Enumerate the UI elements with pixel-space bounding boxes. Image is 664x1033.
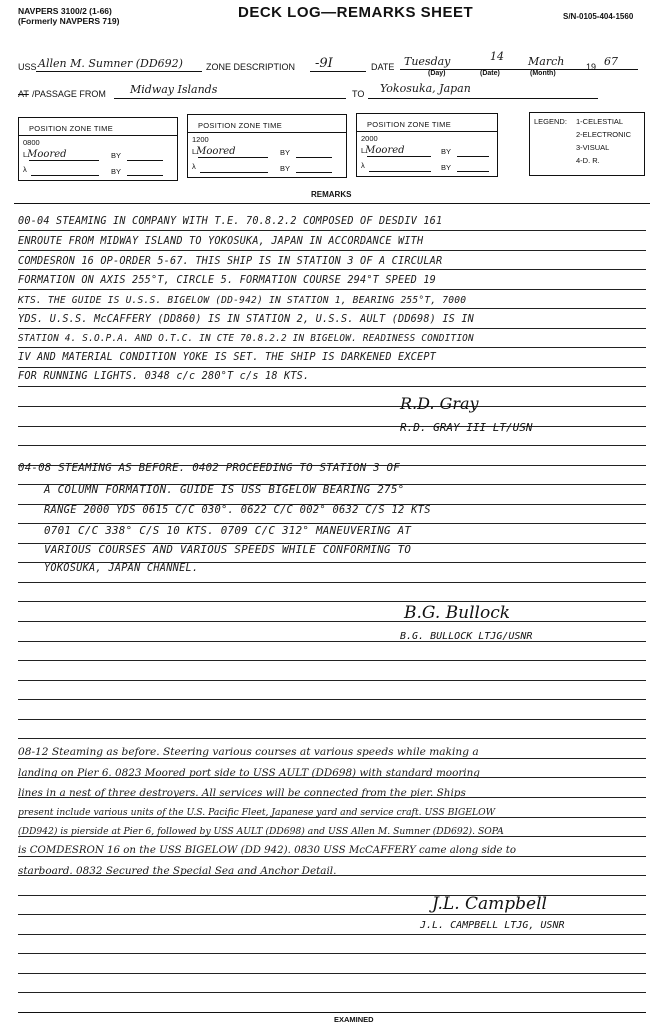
remarks-heading: REMARKS bbox=[311, 190, 352, 199]
position-box-header: POSITION ZONE TIME bbox=[367, 120, 452, 129]
by-label: BY bbox=[441, 147, 452, 156]
position-box-header: POSITION ZONE TIME bbox=[198, 121, 283, 130]
longitude-label: λ bbox=[192, 162, 196, 171]
zone-description-label: ZONE DESCRIPTION bbox=[206, 62, 296, 72]
uss-label: USS bbox=[18, 62, 37, 72]
entry-line: landing on Pier 6. 0823 Moored port side to USS AULT (DD698) with standard mooring bbox=[18, 767, 480, 779]
signature-campbell: J.L. Campbell bbox=[432, 894, 547, 914]
by-label-2: BY bbox=[441, 163, 452, 172]
longitude-label: λ bbox=[361, 161, 365, 170]
ruled-line bbox=[18, 426, 646, 427]
by-label: BY bbox=[280, 148, 291, 157]
ruled-line bbox=[18, 347, 646, 348]
by-label-2: BY bbox=[111, 167, 122, 176]
ship-name: Allen M. Sumner (DD692) bbox=[38, 57, 183, 70]
ruled-line bbox=[18, 582, 646, 583]
position-time: 0800 bbox=[23, 138, 40, 147]
entry-line: 00-04 STEAMING IN COMPANY WITH T.E. 70.8.2.2 COMPOSED OF DESDIV 161 bbox=[18, 216, 443, 227]
entry-line: starboard. 0832 Secured the Special Sea and Anchor Detail. bbox=[18, 865, 337, 877]
signature-bullock-printed: B.G. BULLOCK LTJG/USNR bbox=[400, 631, 533, 642]
ruled-line bbox=[18, 328, 646, 329]
month-caption: (Month) bbox=[530, 70, 556, 77]
entry-line: ENROUTE FROM MIDWAY ISLAND TO YOKOSUKA, JAPAN IN ACCORDANCE WITH bbox=[18, 236, 424, 247]
ruled-line bbox=[18, 856, 646, 857]
entry-line: VARIOUS COURSES AND VARIOUS SPEEDS WHILE CONFORMING TO bbox=[44, 543, 412, 556]
position-time: 2000 bbox=[361, 134, 378, 143]
entry-line: FORMATION ON AXIS 255°T, CIRCLE 5. FORMATION COURSE 294°T SPEED 19 bbox=[18, 275, 437, 286]
entry-line: FOR RUNNING LIGHTS. 0348 c/c 280°T c/s 18 KTS. bbox=[18, 371, 310, 382]
signature-bullock: B.G. Bullock bbox=[404, 603, 511, 623]
latitude-label: L bbox=[361, 146, 366, 155]
position-box-1200 bbox=[187, 114, 347, 178]
page-title: DECK LOG—REMARKS SHEET bbox=[238, 4, 474, 21]
ruled-line bbox=[18, 719, 646, 720]
entry-line: YDS. U.S.S. McCAFFERY (DD860) IS IN STATION 2, U.S.S. AULT (DD698) IS IN bbox=[18, 314, 475, 325]
bottom-rule bbox=[18, 1012, 646, 1013]
ruled-line bbox=[18, 601, 646, 602]
legend-item-dead-reckoning: 4-D. R. bbox=[576, 156, 600, 165]
at-label: AT bbox=[18, 89, 29, 99]
ruled-line bbox=[18, 621, 646, 622]
to-value: Yokosuka, Japan bbox=[380, 82, 471, 95]
entry-line: KTS. THE GUIDE IS U.S.S. BIGELOW (DD-942) IN STATION 1, BEARING 255°T, 7000 bbox=[18, 295, 467, 306]
entry-line: (DD942) is pierside at Pier 6, followed by USS AULT (DD698) and USS Allen M. Sumner (DD692). SOPA bbox=[18, 826, 504, 837]
legend-label: LEGEND: bbox=[534, 117, 567, 126]
form-number bbox=[18, 6, 119, 26]
signature-campbell-printed: J.L. CAMPBELL LTJG, USNR bbox=[420, 920, 565, 931]
passage-from-value: Midway Islands bbox=[130, 83, 218, 96]
entry-line: 0701 C/C 338° C/S 10 KTS. 0709 C/C 312° MANEUVERING AT bbox=[44, 524, 412, 537]
latitude-label: L bbox=[192, 147, 197, 156]
ruled-line bbox=[18, 250, 646, 251]
ruled-line bbox=[18, 230, 646, 231]
ruled-line bbox=[18, 289, 646, 290]
date-label: DATE bbox=[371, 62, 395, 72]
entry-line: A COLUMN FORMATION. GUIDE IS USS BIGELOW BEARING 275° bbox=[44, 483, 405, 496]
signature-gray: R.D. Gray bbox=[400, 394, 479, 413]
longitude-label: λ bbox=[23, 165, 27, 174]
by-label: BY bbox=[111, 151, 122, 160]
date-value: 14 bbox=[490, 50, 504, 63]
ruled-line bbox=[18, 680, 646, 681]
ruled-line bbox=[18, 895, 646, 896]
year-value: 67 bbox=[604, 55, 618, 68]
legend-item-celestial: 1-CELESTIAL bbox=[576, 117, 624, 126]
entry-line: lines in a nest of three destroyers. All services will be connected from the pier. Ships bbox=[18, 787, 466, 799]
position-box-0800 bbox=[18, 117, 178, 181]
legend-box bbox=[529, 112, 645, 176]
signature-gray-printed: R.D. GRAY III LT/USN bbox=[400, 421, 533, 434]
ruled-line bbox=[18, 934, 646, 935]
ruled-line bbox=[18, 367, 646, 368]
legend-item-electronic: 2-ELECTRONIC bbox=[576, 130, 632, 139]
ruled-line bbox=[18, 914, 646, 915]
ruled-line bbox=[18, 992, 646, 993]
entry-line: present include various units of the U.S. Pacific Fleet, Japanese yard and service craft. USS BIGELOW bbox=[18, 807, 496, 818]
ruled-line bbox=[18, 406, 646, 407]
to-label: TO bbox=[352, 89, 365, 99]
day-value: Tuesday bbox=[404, 55, 451, 68]
position-box-2000 bbox=[356, 113, 498, 177]
ruled-line bbox=[18, 973, 646, 974]
latitude-value: Moored bbox=[27, 149, 67, 160]
entry-line: IV AND MATERIAL CONDITION YOKE IS SET. THE SHIP IS DARKENED EXCEPT bbox=[18, 352, 437, 363]
ruled-line bbox=[18, 758, 646, 759]
legend-item-visual: 3-VISUAL bbox=[576, 143, 610, 152]
latitude-value: Moored bbox=[196, 146, 236, 157]
ruled-line bbox=[18, 660, 646, 661]
position-time: 1200 bbox=[192, 135, 209, 144]
ruled-line bbox=[18, 699, 646, 700]
form-number-line1: NAVPERS 3100/2 (1-66) bbox=[18, 6, 112, 16]
month-value: March bbox=[528, 55, 565, 68]
latitude-label: L bbox=[23, 150, 28, 159]
date-caption: (Date) bbox=[480, 70, 500, 77]
by-label-2: BY bbox=[280, 164, 291, 173]
entry-line: RANGE 2000 YDS 0615 C/C 030°. 0622 C/C 002° 0632 C/S 12 KTS bbox=[44, 504, 431, 516]
entry-line: 08-12 Steaming as before. Steering various courses at various speeds while making a bbox=[18, 746, 479, 758]
entry-line: 04-08 STEAMING AS BEFORE. 0402 PROCEEDING TO STATION 3 OF bbox=[18, 461, 400, 474]
ruled-line bbox=[18, 269, 646, 270]
entry-line: COMDESRON 16 OP-ORDER 5-67. THIS SHIP IS IN STATION 3 OF A CIRCULAR bbox=[18, 256, 443, 267]
latitude-value: Moored bbox=[365, 145, 405, 156]
ruled-line bbox=[18, 641, 646, 642]
ruled-line bbox=[18, 386, 646, 387]
stock-number: S/N-0105-404-1560 bbox=[563, 12, 634, 21]
examined-label: EXAMINED bbox=[334, 1015, 374, 1024]
ruled-line bbox=[18, 445, 646, 446]
entry-line: STATION 4. S.O.P.A. AND O.T.C. IN CTE 70.8.2.2 IN BIGELOW. READINESS CONDITION bbox=[18, 333, 474, 344]
ruled-line bbox=[18, 953, 646, 954]
position-box-header: POSITION ZONE TIME bbox=[29, 124, 114, 133]
entry-line: YOKOSUKA, JAPAN CHANNEL. bbox=[44, 563, 199, 574]
day-caption: (Day) bbox=[428, 70, 446, 77]
form-number-line2: (Formerly NAVPERS 719) bbox=[18, 16, 120, 26]
zone-description-value: -9I bbox=[315, 56, 333, 71]
ruled-line bbox=[18, 738, 646, 739]
passage-from-label: /PASSAGE FROM bbox=[32, 89, 106, 99]
entry-line: is COMDESRON 16 on the USS BIGELOW (DD 942). 0830 USS McCAFFERY came along side to bbox=[18, 845, 517, 856]
ruled-line bbox=[18, 308, 646, 309]
year-prefix: 19 bbox=[586, 62, 597, 72]
